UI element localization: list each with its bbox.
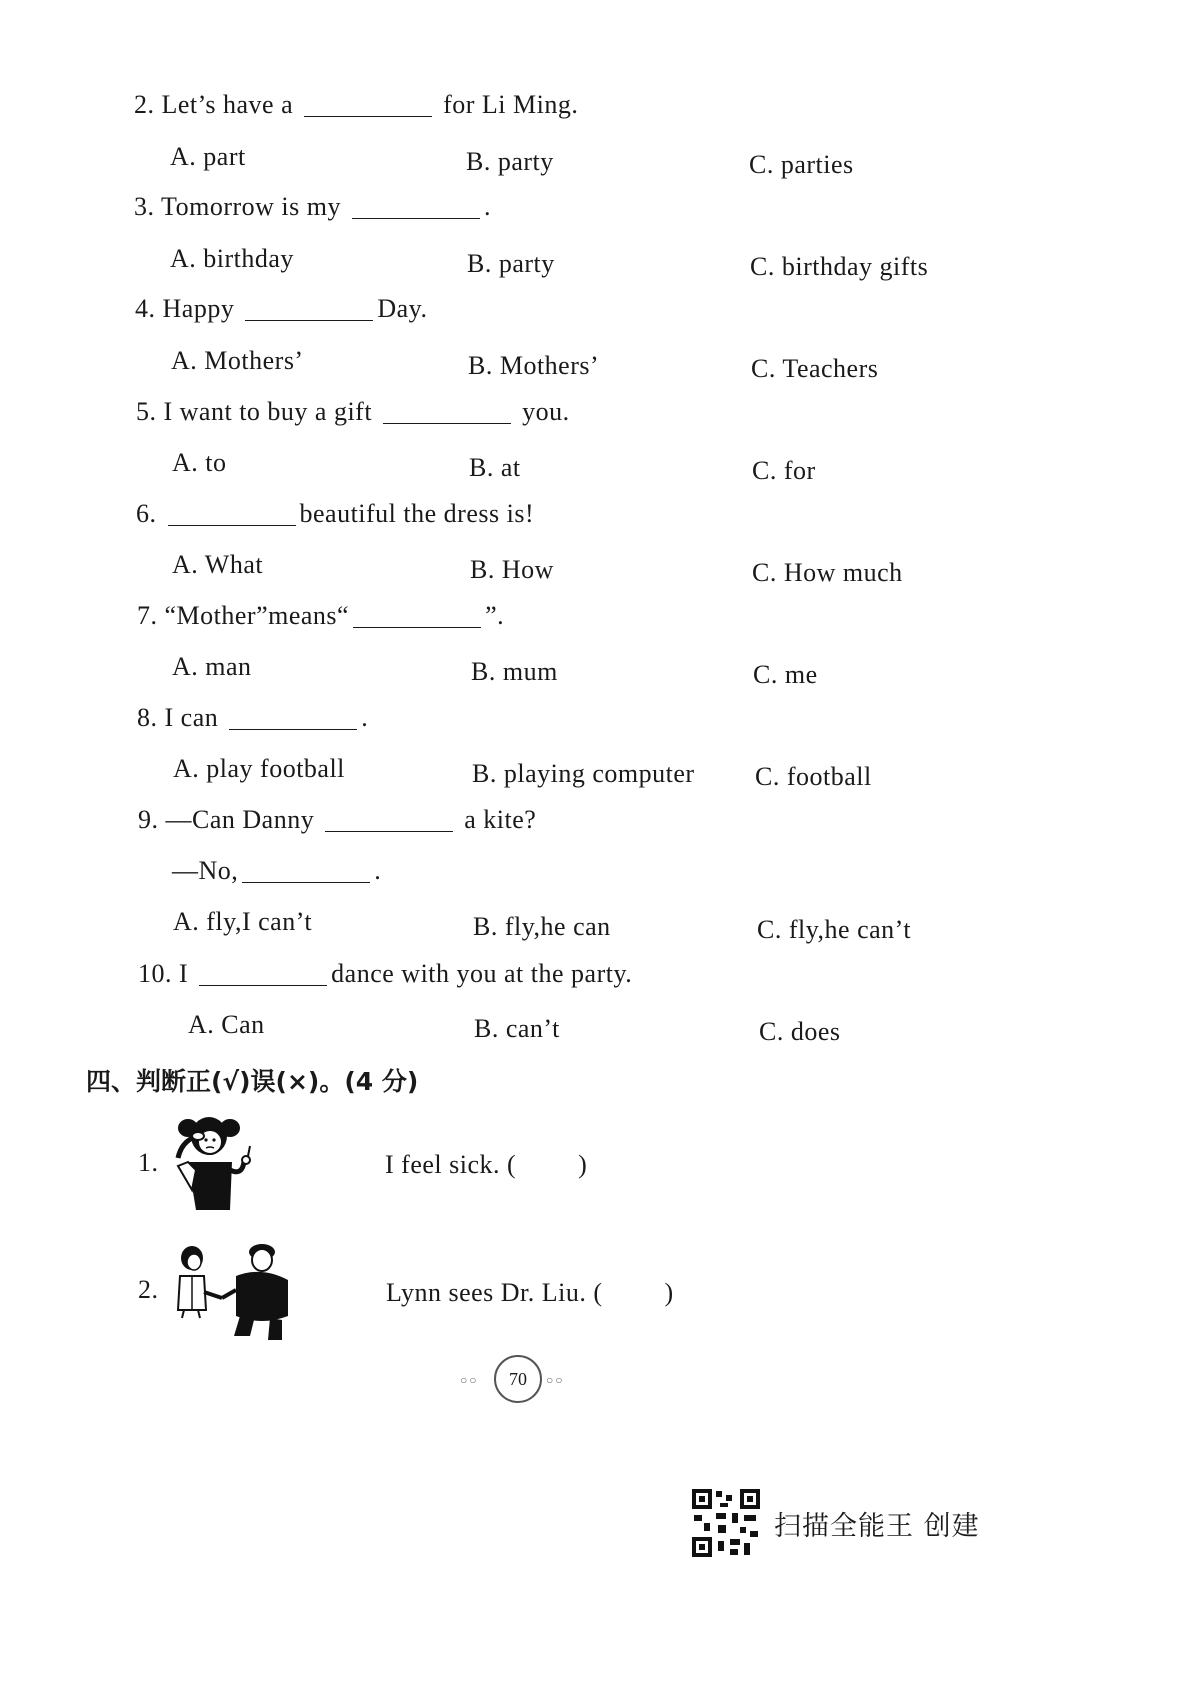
question-text-pre: I can	[164, 703, 219, 732]
question-number: 9.	[138, 805, 159, 834]
question-number: 6.	[136, 499, 157, 528]
answer-blank	[242, 881, 370, 883]
option-a: A. to	[172, 448, 227, 477]
option-a: A. play football	[173, 754, 345, 783]
question-6-stem	[136, 499, 534, 529]
option-a: A. man	[172, 652, 252, 681]
judge-item-2-number: 2.	[138, 1275, 159, 1304]
answer-blank	[229, 728, 357, 730]
question-text-post: a kite?	[464, 805, 537, 834]
option-a: A. Can	[188, 1010, 265, 1039]
option-b: B. can’t	[474, 1014, 560, 1043]
question-text-pre: —No,	[172, 856, 239, 885]
scanner-watermark-text: 扫描全能王 创建	[774, 1511, 980, 1542]
page-number-ornament-left: ○○	[460, 1373, 479, 1387]
question-text-pre: Tomorrow is my	[161, 192, 341, 221]
judge-item-text: Lynn sees Dr. Liu. (	[386, 1278, 603, 1307]
question-text-post: ”.	[485, 601, 505, 630]
judge-item-1-number: 1.	[138, 1148, 159, 1177]
question-number: 4.	[135, 294, 156, 323]
answer-blank	[352, 217, 480, 219]
section-4-title: 四、判断正(√)误(×)。(4 分)	[86, 1067, 419, 1096]
question-text-post: for Li Ming.	[443, 90, 579, 119]
question-number: 3.	[134, 192, 155, 221]
question-text-post: .	[361, 703, 369, 732]
option-a: A. birthday	[170, 244, 294, 273]
question-text-pre: “Mother”means“	[164, 601, 350, 630]
option-a: A. part	[170, 142, 246, 171]
option-c: C. birthday gifts	[750, 252, 929, 281]
girl-sick-illustration	[168, 1110, 258, 1214]
option-c: C. Teachers	[751, 354, 879, 383]
option-a: A. Mothers’	[171, 346, 304, 375]
option-b: B. fly,he can	[473, 912, 611, 941]
question-text-pre: I	[179, 959, 189, 988]
question-text-pre: Happy	[162, 294, 235, 323]
answer-blank	[325, 830, 453, 832]
answer-blank	[245, 319, 373, 321]
question-text-post: .	[374, 856, 382, 885]
question-text-post: dance with you at the party.	[331, 959, 633, 988]
option-c: C. fly,he can’t	[757, 915, 912, 944]
question-9-stem-line2	[172, 856, 381, 886]
question-text-post: Day.	[377, 294, 428, 323]
question-3-stem	[134, 192, 491, 222]
question-text-post: you.	[522, 397, 570, 426]
answer-blank	[383, 422, 511, 424]
answer-blank	[304, 115, 432, 117]
option-c: C. for	[752, 456, 816, 485]
option-c: C. football	[755, 762, 872, 791]
option-c: C. How much	[752, 558, 903, 587]
answer-blank	[353, 626, 481, 628]
question-5-stem	[136, 397, 570, 427]
closing-parenthesis: )	[664, 1278, 674, 1307]
question-2-stem	[134, 90, 578, 120]
question-text-pre: Let’s have a	[161, 90, 294, 119]
question-number: 5.	[136, 397, 157, 426]
option-b: B. Mothers’	[468, 351, 600, 380]
question-8-stem	[137, 703, 368, 733]
option-c: C. parties	[749, 150, 854, 179]
option-a: A. What	[172, 550, 264, 579]
question-number: 8.	[137, 703, 158, 732]
option-b: B. at	[469, 453, 521, 482]
question-text-pre: I want to buy a gift	[163, 397, 373, 426]
judge-item-text: I feel sick. (	[385, 1150, 517, 1179]
question-10-stem	[138, 959, 632, 989]
option-c: C. does	[759, 1017, 841, 1046]
question-4-stem	[135, 294, 427, 324]
closing-parenthesis: )	[578, 1150, 588, 1179]
option-b: B. party	[467, 249, 555, 278]
option-a: A. fly,I can’t	[173, 907, 313, 936]
doctor-handshake-illustration	[170, 1236, 292, 1344]
page-number-ornament-right: ○○	[546, 1373, 565, 1387]
question-number: 10.	[138, 959, 172, 988]
question-7-stem	[137, 601, 504, 631]
option-c: C. me	[753, 660, 818, 689]
judge-item-1	[385, 1150, 587, 1180]
answer-blank	[168, 524, 296, 526]
question-text-pre: —Can Danny	[165, 805, 315, 834]
question-9-stem	[138, 805, 536, 835]
option-b: B. mum	[471, 657, 558, 686]
question-number: 7.	[137, 601, 158, 630]
question-number: 2.	[134, 90, 155, 119]
qr-code-icon	[690, 1487, 762, 1559]
question-text-post: .	[483, 192, 491, 221]
answer-blank	[199, 984, 327, 986]
option-b: B. How	[470, 555, 554, 584]
page-number: 70	[494, 1355, 542, 1403]
option-b: B. party	[466, 147, 554, 176]
question-text-post: beautiful the dress is!	[299, 499, 535, 528]
judge-item-2	[386, 1278, 674, 1308]
option-b: B. playing computer	[472, 759, 695, 788]
